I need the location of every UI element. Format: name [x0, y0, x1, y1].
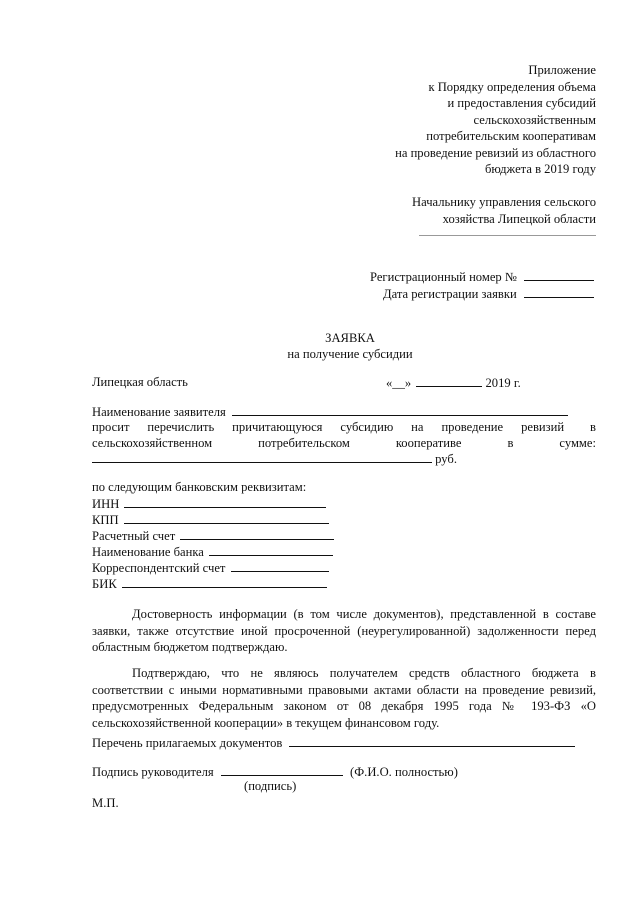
stamp-label: М.П.: [92, 796, 119, 810]
request-word: кооперативе: [395, 436, 462, 450]
signature-caption: (подпись): [244, 779, 297, 793]
request-word: ревизий: [521, 420, 565, 434]
registration-number-row: [370, 268, 594, 285]
bank-field-label: БИК: [92, 577, 117, 591]
bank-field-label: КПП: [92, 513, 119, 527]
signature-field[interactable]: [221, 763, 343, 776]
signature-label: Подпись руководителя: [92, 765, 214, 779]
appendix-block: [395, 62, 596, 178]
registration-date-label: Дата регистрации заявки: [383, 287, 517, 301]
bank-field-account: [92, 527, 334, 544]
account-input[interactable]: [180, 527, 334, 540]
reliability-paragraph: Достоверность информации (в том числе документов), представленной в составе заявки, также отсутствие иной просроченной (неурегулированной) задолженности перед областным бюджетом подтверждаю.: [92, 607, 596, 654]
bank-field-label: Корреспондентский счет: [92, 561, 226, 575]
applicant-label: Наименование заявителя: [92, 405, 226, 419]
addressee-line-2: хозяйства Липецкой области: [442, 211, 596, 226]
attachments-label: Перечень прилагаемых документов: [92, 736, 283, 750]
date-day: «__»: [386, 376, 412, 390]
request-word: на: [411, 420, 424, 434]
appendix-line: Приложение: [528, 63, 596, 77]
inn-input[interactable]: [124, 495, 326, 508]
bik-input[interactable]: [122, 575, 327, 588]
registration-number-label: Регистрационный номер №: [370, 270, 517, 284]
corr-account-input[interactable]: [231, 559, 329, 572]
date-year: 2019 г.: [485, 376, 521, 390]
region-label: Липецкая область: [92, 375, 188, 389]
bank-field-bik: [92, 575, 327, 592]
appendix-line: и предоставления субсидий: [447, 96, 596, 110]
confirmation-paragraph: Подтверждаю, что не являюсь получателем средств областного бюджета в соответствии с иными нормативными правовыми актами области на проведение ревизий, предусмотренных Федеральным законом от 08 декабря 1995 года № 193-ФЗ «О сельскохозяйственной кооперации» в текущем финансовом году.: [92, 666, 596, 730]
request-word: в: [507, 436, 514, 450]
bank-field-label: Расчетный счет: [92, 529, 176, 543]
addressee-block: [412, 194, 596, 227]
bank-name-input[interactable]: [209, 543, 333, 556]
request-word: потребительском: [258, 436, 350, 450]
request-word: субсидию: [340, 420, 394, 434]
bank-field-corr-account: [92, 559, 329, 576]
attachments-field[interactable]: [289, 734, 575, 747]
request-word: в: [590, 420, 596, 434]
request-word: проведение: [441, 420, 504, 434]
registration-date-field[interactable]: [524, 285, 594, 298]
bank-field-label: Наименование банка: [92, 545, 204, 559]
document-subtitle: на получение субсидии: [287, 347, 413, 361]
bank-heading: по следующим банковским реквизитам:: [92, 480, 307, 494]
bank-field-label: ИНН: [92, 497, 120, 511]
document-title: ЗАЯВКА: [325, 331, 375, 345]
appendix-line: сельскохозяйственным: [473, 112, 596, 127]
currency-label: руб.: [435, 452, 457, 466]
request-line-2: [92, 435, 596, 451]
amount-field[interactable]: [92, 450, 432, 463]
attachments-row: [92, 734, 575, 751]
request-word: перечислить: [147, 420, 215, 434]
signature-fio: (Ф.И.О. полностью): [350, 765, 458, 779]
amount-row: [92, 450, 457, 467]
bank-field-kpp: [92, 511, 329, 528]
applicant-name-field[interactable]: [232, 403, 568, 416]
addressee-line-1: Начальнику управления сельского: [412, 195, 596, 209]
bank-field-inn: [92, 495, 326, 512]
appendix-line: на проведение ревизий из областного: [395, 145, 596, 160]
application-date-row: [386, 374, 521, 391]
request-word: сельскохозяйственном: [92, 436, 213, 450]
registration-date-row: [383, 285, 594, 302]
appendix-line: потребительским кооперативам: [426, 129, 596, 143]
appendix-line: к Порядку определения объема: [428, 79, 596, 94]
registration-number-field[interactable]: [524, 268, 594, 281]
addressee-blank-line[interactable]: [419, 235, 596, 236]
date-month-field[interactable]: [416, 374, 482, 387]
applicant-row: [92, 403, 568, 420]
kpp-input[interactable]: [124, 511, 329, 524]
request-line-1: [92, 419, 596, 435]
bank-field-bank-name: [92, 543, 333, 560]
request-word: причитающуюся: [232, 420, 323, 434]
appendix-line: бюджета в 2019 году: [484, 162, 596, 176]
request-word: просит: [92, 420, 130, 434]
request-word: сумме:: [559, 436, 596, 450]
